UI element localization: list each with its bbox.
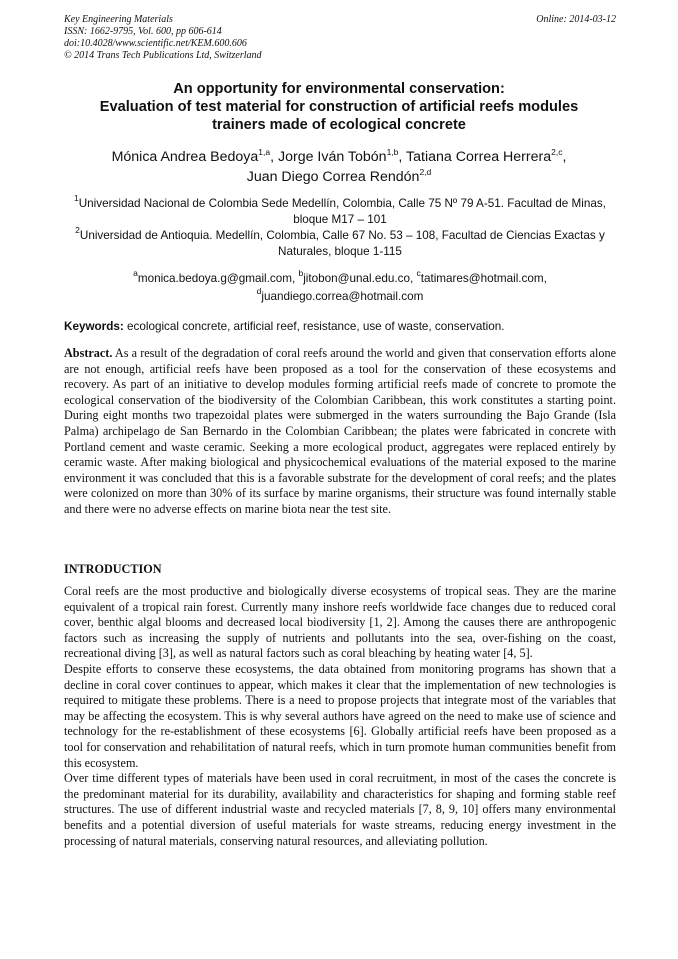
keywords-text: ecological concrete, artificial reef, resistance, use of waste, conservation. <box>127 320 505 333</box>
abstract-label: Abstract. <box>64 346 113 360</box>
abstract-text: As a result of the degradation of coral reefs around the world and given that conservation efforts alone are not enough, artificial reefs have been proposed as a tool for the conservation of these ecosystems and recovery. As part of an initiative to develop modules forming artificial reefs made of concrete to promote the ecological conservation of the biodiversity of the Colombian Caribbean, this work constitutes a starting point. During eight months two trapezoidal plates were submerged in the waters surrounding the Bajo Grande (Isla Palma) archipelago de San Bernardo in the Colombian Caribbean; the plates were fabricated in concrete with Portland cement and waste ceramic. Seeking a more ecological product, aggregates were replaced entirely by ceramic waste. After making biological and physicochemical evaluations of the material exposed to the marine environment it was concluded that this is a favorable substrate for the development of coral reefs; and the plates were colonized on more than 30% of its surface by marine organisms, their structure was found internally stable and there were no adverse effects on marine biota near the test site. <box>64 346 616 516</box>
author-name: Jorge Iván Tobón <box>277 149 387 165</box>
affiliation-1 <box>64 193 616 228</box>
issn-line: ISSN: 1662-9795, Vol. 600, pp 606-614 <box>64 26 222 37</box>
keywords-label: Keywords: <box>64 320 124 333</box>
email-link[interactable]: juandiego.correa@hotmail.com <box>261 290 424 303</box>
affiliation-sup: 1 <box>74 193 79 203</box>
email-link[interactable]: tatimares@hotmail.com <box>420 272 544 285</box>
intro-paragraph: Over time different types of materials have been used in coral recruitment, in most of the cases the concrete is the predominant material for its durability, availability and characteristics for shaping and forming stable reef structures. The use of different industrial waste and recycled materials [7, 8, 9, 10] offers many environmental benefits and a potential diversion of useful materials for waste streams, reducing energy investment in the processing of natural materials, conserving natural resources, and alleviating pollution. <box>64 771 616 848</box>
title-line-1: An opportunity for environmental conservation: <box>173 81 505 97</box>
title-line-2: Evaluation of test material for construction of artificial reefs modules <box>99 99 579 115</box>
intro-paragraph: Despite efforts to conserve these ecosystems, the data obtained from monitoring programs has shown that a decline in coral cover continues to appear, which makes it clear that the implementation of new technologies is required to mitigate these problems. There is a need to propose projects that integrate most of the variables that may be affecting the ecosystem. This is why several authors have agreed on the need to make use of science and technology for the re-establishment of these ecosystems [6]. Globally artificial reefs have been proposed as a tool for conservation and rehabilitation of natural reefs, which in turn promote human communities benefit from this ecosystem. <box>64 661 616 770</box>
affiliation-text: Universidad Nacional de Colombia Sede Medellín, Colombia, Calle 75 Nº 79 A-51. Facultad de Minas, bloque M17 – 101 <box>78 197 606 226</box>
affiliations <box>64 193 616 260</box>
author-list: Mónica Andrea Bedoya$^{1,a}$, Jorge Iván Tobón$^{1,b}$, Tatiana Correa Herrera$^{2,c}$, Juan Diego Correa Rendón$^{2,d}$ <box>111 147 567 185</box>
online-date: Online: 2014-03-12 <box>536 14 616 25</box>
email-sup: a <box>133 268 138 278</box>
abstract <box>64 346 616 518</box>
doi-line: doi:10.4028/www.scientific.net/KEM.600.606 <box>64 38 247 49</box>
keywords <box>64 319 616 335</box>
section-heading-introduction: INTRODUCTION <box>64 562 162 576</box>
email-sup: c <box>416 268 421 278</box>
affiliation-sup: 2 <box>75 225 80 235</box>
email-link[interactable]: jitobon@unal.edu.co <box>303 272 410 285</box>
author-sup: 2,d <box>419 167 432 177</box>
author-emails: $^a$monica.bedoya.g@gmail.com, $^b$jitobon@unal.edu.co, $^c$tatimares@hotmail.com, $^d$juandiego.correa@hotmail.com <box>133 268 547 303</box>
author-name: Tatiana Correa Herrera <box>406 149 552 165</box>
email-sup: b <box>298 268 304 278</box>
email-link[interactable]: monica.bedoya.g@gmail.com <box>137 272 292 285</box>
author-sup: 1,a <box>258 147 271 157</box>
author-sup: 1,b <box>386 147 399 157</box>
copyright-line: © 2014 Trans Tech Publications Ltd, Switzerland <box>64 50 262 61</box>
journal-name: Key Engineering Materials <box>64 14 173 25</box>
author-name: Mónica Andrea Bedoya <box>111 149 259 165</box>
intro-paragraph: Coral reefs are the most productive and biologically diverse ecosystems of tropical seas. They are the marine equivalent of a tropical rain forest. Currently many inshore reefs worldwide face changes due to reduced coral cover, benthic algal blooms and decreased local biodiversity [1, 2]. Among the causes there are anthropogenic factors such as increasing the supply of nutrients and pollutants into the sea, over-fishing on the coast, recreational diving [3], as well as natural factors such as coral bleaching by heating water [4, 5]. <box>64 584 616 661</box>
email-sup: d <box>256 286 262 296</box>
author-sup: 2,c <box>551 147 563 157</box>
introduction-body <box>64 584 616 849</box>
affiliation-text: Universidad de Antioquia. Medellín, Colombia, Calle 67 No. 53 – 108, Facultad de Ciencias Exactas y Naturales, bloque 1-115 <box>79 229 605 258</box>
title-line-3: trainers made of ecological concrete <box>212 117 466 133</box>
affiliation-2 <box>64 225 616 260</box>
paper-title <box>40 80 638 134</box>
author-name: Juan Diego Correa Rendón <box>246 169 420 185</box>
journal-header <box>64 14 616 62</box>
